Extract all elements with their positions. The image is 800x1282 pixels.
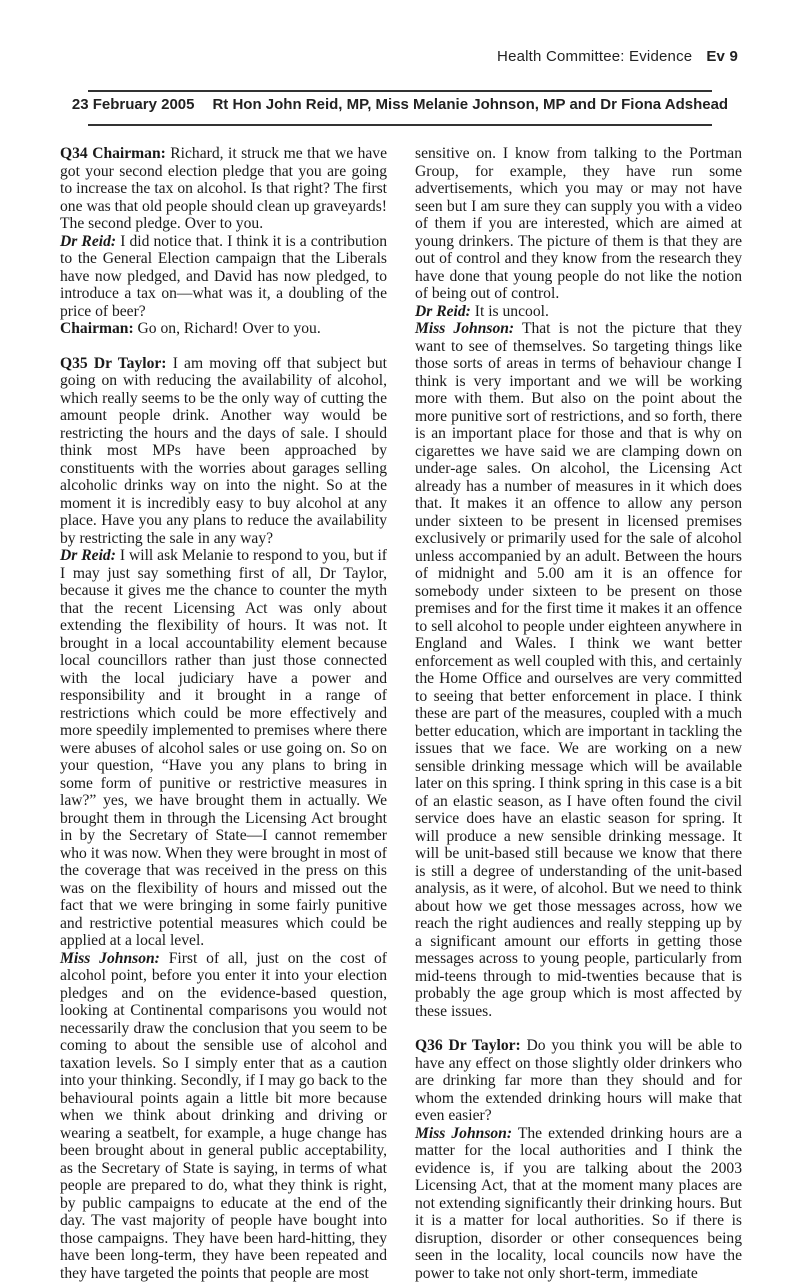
speaker-name: Chairman: — [92, 145, 166, 162]
question-number: Q35 — [60, 355, 88, 372]
speaker-name: Dr Reid: — [60, 233, 116, 250]
session-header — [0, 96, 800, 113]
session-date: 23 February 2005 — [72, 96, 195, 113]
paragraph — [60, 547, 387, 950]
speaker-name: Dr Reid: — [60, 547, 116, 564]
paragraph-q36 — [415, 1037, 742, 1125]
paragraph — [415, 1125, 742, 1282]
speaker-name: Dr Taylor: — [94, 355, 167, 372]
paragraph — [415, 303, 742, 321]
witness-list: Rt Hon John Reid, MP, Miss Melanie Johnson, MP and Dr Fiona Adshead — [212, 96, 728, 113]
question-number: Q34 — [60, 145, 88, 162]
paragraph-text: Do you think you will be able to have any effect on those slightly older drinkers who are drinking far more than they should and for whom the extended drinking hours will make that even easier? — [415, 1037, 742, 1124]
paragraph-text: It is uncool. — [475, 303, 549, 320]
paragraph — [60, 233, 387, 321]
running-head — [497, 48, 738, 65]
paragraph-text: Go on, Richard! Over to you. — [138, 320, 321, 337]
speaker-name: Miss Johnson: — [415, 320, 514, 337]
paragraph — [60, 320, 387, 338]
paragraph-text: First of all, just on the cost of alcohol point, before you enter it into your election pledges and on the evidence-based question, looking at Continental comparisons you would not necessarily draw the conclusion that you seem to be coming to about the sensible use of alcohol and taxation levels. So I simply enter that as a caution into your thinking. Secondly, if I may go back to the behavioural points again a little bit more because when we think about drinking and driving or wearing a seatbelt, for example, a huge change has been brought about in general public acceptability, as the Secretary of State is saying, in terms of what people are prepared to do, what they think is right, by public campaigns to educate at the end of the day. The vast majority of people have bought into those campaigns. They have been hard-hitting, they have been long-term, they have been repeated and they have targeted the points that people are most — [60, 950, 387, 1282]
publication-title: Health Committee: Evidence — [497, 48, 692, 65]
paragraph — [60, 950, 387, 1282]
speaker-name: Dr Taylor: — [449, 1037, 521, 1054]
speaker-name: Chairman: — [60, 320, 134, 337]
top-rule — [88, 90, 712, 92]
paragraph — [415, 320, 742, 1020]
speaker-name: Dr Reid: — [415, 303, 471, 320]
left-column — [60, 145, 387, 1282]
paragraph-text: sensitive on. I know from talking to the Portman Group, for example, they have run some advertisements, which you may or may not have seen but I am sure they can supply you with a video of them if you are interested, which are aimed at young drinkers. The picture of them is that they are out of control and they know from the research they have done that young people do not like the notion of being out of control. — [415, 145, 742, 302]
right-column — [415, 145, 742, 1282]
paragraph-text: The extended drinking hours are a matter for the local authorities and I think the evidence is, if you are talking about the 2003 Licensing Act, that at the moment many places are not extending significantly their drinking hours. But it is a matter for local authorities. So if there is disruption, disorder or other consequences being seen in the locality, local councils now have the power to take not only short-term, immediate — [415, 1125, 742, 1282]
paragraph-q34 — [60, 145, 387, 233]
paragraph-text: I am moving off that subject but going on with reducing the availability of alcohol, which really seems to be the only way of cutting the amount people drink. Another way would be restricting the hours and the days of sale. I should think most MPs have been approached by constituents with the worries about garages selling alcoholic drinks way on into the night. So at the moment it is incredibly easy to buy alcohol at any place. Have you any plans to reduce the availability by restricting the sale in any way? — [60, 355, 387, 547]
paragraph — [415, 145, 742, 303]
paragraph-q35 — [60, 355, 387, 548]
page-number: Ev 9 — [706, 48, 738, 65]
paragraph-text: I did notice that. I think it is a contribution to the General Election campaign that the Liberals have now pledged, and David has now pledged, to introduce a tax on—what was it, a doubling of the price of beer? — [60, 233, 387, 320]
paragraph-text: I will ask Melanie to respond to you, but if I may just say something first of all, Dr Taylor, because it gives me the chance to counter the myth that the recent Licensing Act was only about extending the flexibility of hours. It was not. It brought in a local accountability element because local councillors rather than just those connected with the local judiciary have a power and responsibility and it brought in a range of restrictions which could be more effectively and more speedily implemented to premises where there were abuses of alcohol sales or use going on. So on your question, “Have you any plans to bring in some form of punitive or restrictive measures in law?” yes, we have brought them in actually. We brought them in through the Licensing Act brought in by the Secretary of State—I cannot remember who it was now. When they were brought in most of the coverage that was received in the press on this was on the flexibility of hours and missed out the fact that we were bringing in some fairly punitive and restrictive potential measures which could be applied at a local level. — [60, 547, 387, 949]
paragraph-text: That is not the picture that they want to see of themselves. So targeting things like those sorts of areas in terms of behaviour change I think is very important and we will be working more with them. But also on the point about the more punitive sort of restrictions, and so forth, there is an important place for those and that is why on cigarettes we have said we are clamping down on under-age sales. On alcohol, the Licensing Act already has a number of measures in it which does that. It makes it an offence to allow any person under sixteen to be present in licensed premises exclusively or primarily used for the sale of alcohol unless accompanied by an adult. Between the hours of midnight and 5.00 am it is an offence for somebody under sixteen to be present on those premises and for the first time it makes it an offence to sell alcohol to people under eighteen anywhere in England and Wales. I think we want better enforcement as well coupled with this, and certainly the Home Office and ourselves are very committed to seeing that better enforcement in place. I think these are part of the measures, coupled with a much better education, which are important in tackling the issues that we face. We are working on a new sensible drinking message which will be available later on this spring. I think spring in this case is a bit of an elastic season, as I have often found the civil service does have an elastic season for spring. It will produce a new sensible drinking message. It will be unit-based still because we know that there is still a degree of understanding of the unit-based analysis, as it were, of alcohol. But we need to think about how we get those messages across, how we reach the right audiences and really stepping up by a significant amount our efforts in getting those messages across to young people, particularly from mid-teens through to mid-twenties because that is probably the age group which is most affected by these issues. — [415, 320, 742, 1020]
speaker-name: Miss Johnson: — [415, 1125, 512, 1142]
question-number: Q36 — [415, 1037, 443, 1054]
bottom-rule — [88, 124, 712, 126]
paragraph-text: Richard, it struck me that we have got your second election pledge that you are going to increase the tax on alcohol. Is that right? The first one was that old people should clean up graveyards! The second pledge. Over to you. — [60, 145, 387, 232]
speaker-name: Miss Johnson: — [60, 950, 160, 967]
